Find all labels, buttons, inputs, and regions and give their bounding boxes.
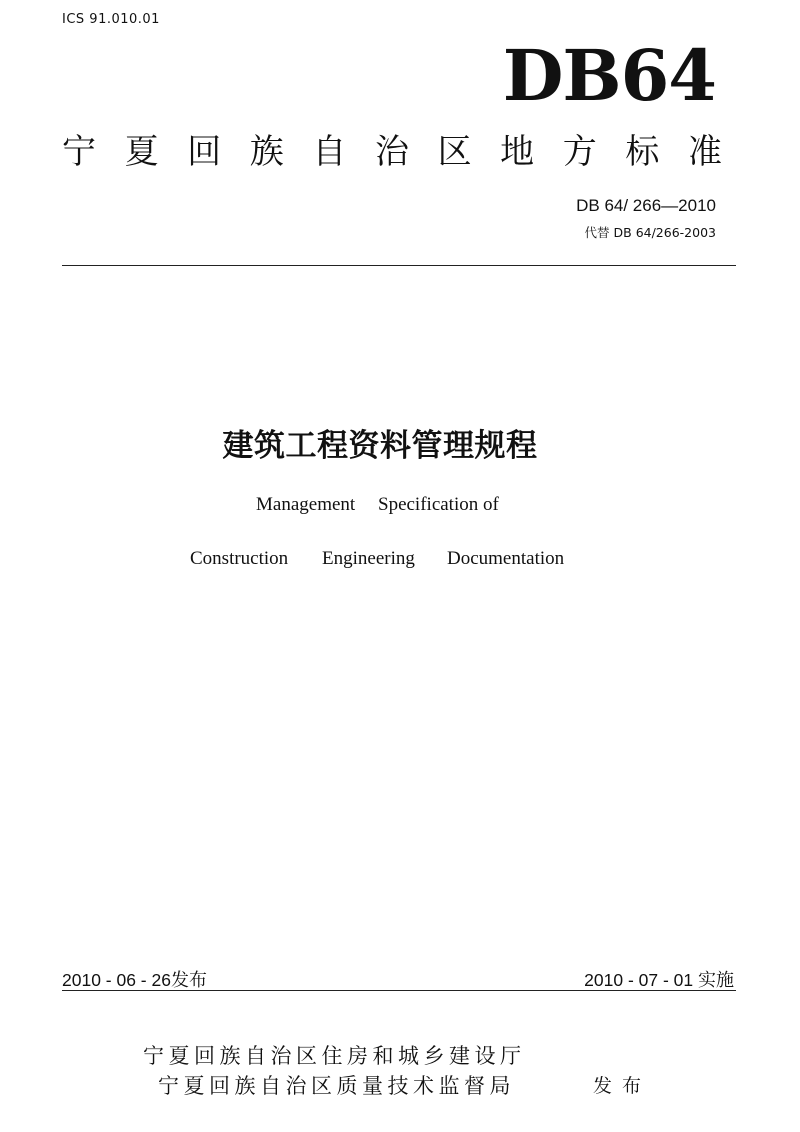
implementation-date: [584, 966, 734, 992]
standard-type-char: 治: [374, 132, 409, 172]
release-date-value: 2010 - 06 - 26: [62, 970, 171, 990]
english-title-word: Construction: [190, 548, 289, 569]
standard-type-char: 方: [562, 132, 597, 172]
standard-type-char: 地: [500, 132, 535, 172]
issuer-quality-bureau: 宁夏回族自治区质量技术监督局: [158, 1074, 515, 1098]
replaces-standard: 代替 DB 64/266-2003: [584, 225, 716, 240]
header-divider: [62, 265, 736, 266]
standard-type-char: 宁: [62, 132, 96, 172]
issue-verb: 发布: [593, 1075, 652, 1097]
footer-divider: [62, 990, 736, 991]
english-title-word: Engineering: [322, 548, 415, 569]
release-date: [62, 966, 207, 992]
english-title-word: Management: [256, 494, 356, 515]
standard-type-char: 准: [687, 132, 722, 172]
standard-type-char: 回: [187, 132, 222, 172]
english-title-word: Specification of: [378, 494, 499, 515]
standard-type-char: 自: [312, 132, 347, 172]
standard-code-logo: DB64: [502, 34, 716, 117]
implementation-date-value: 2010 - 07 - 01: [584, 970, 694, 990]
implementation-date-label: 实施: [698, 970, 734, 991]
standard-number: DB 64/ 266—2010: [576, 196, 716, 215]
release-date-label: 发布: [170, 970, 207, 991]
standard-type-char: 区: [437, 132, 472, 172]
document-title-chinese: 建筑工程资料管理规程: [222, 428, 538, 464]
standard-type-heading: [62, 130, 722, 174]
standard-type-char: 标: [625, 132, 660, 172]
standard-type-char: 夏: [124, 132, 159, 172]
english-title-word: Documentation: [447, 548, 565, 569]
standard-type-char: 族: [249, 132, 284, 172]
ics-code: ICS 91.010.01: [62, 12, 160, 27]
issuer-housing-department: 宁夏回族自治区住房和城乡建设厅: [143, 1044, 526, 1068]
